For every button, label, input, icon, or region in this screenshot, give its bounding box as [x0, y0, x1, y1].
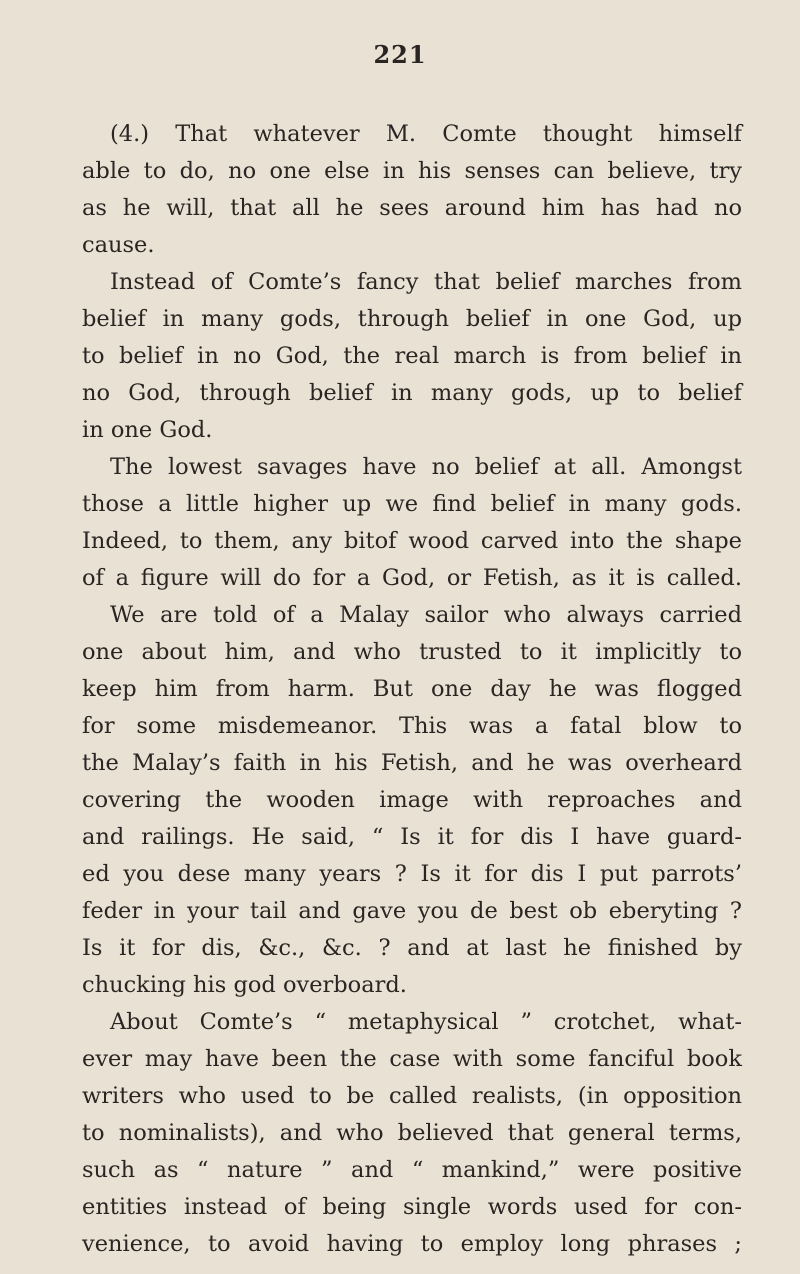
- text-line: the Malay’s faith in his Fetish, and he was overheard: [82, 750, 742, 776]
- body-text: [82, 116, 742, 1263]
- text-line: cause.: [82, 232, 155, 258]
- text-line: Is it for dis, &c., &c. ? and at last he finished by: [82, 935, 742, 961]
- text-line: writers who used to be called realists, (in opposition: [82, 1083, 742, 1109]
- text-line: The lowest savages have no belief at all. Amongst: [110, 454, 742, 480]
- text-line: We are told of a Malay sailor who always carried: [110, 602, 742, 628]
- text-line: keep him from harm. But one day he was flogged: [82, 676, 742, 702]
- text-line: one about him, and who trusted to it implicitly to: [82, 639, 742, 665]
- text-line: belief in many gods, through belief in one God, up: [82, 306, 742, 332]
- text-line: able to do, no one else in his senses can believe, try: [82, 158, 742, 184]
- text-line: no God, through belief in many gods, up to belief: [82, 380, 742, 406]
- text-line: as he will, that all he sees around him has had no: [82, 195, 742, 221]
- text-line: for some misdemeanor. This was a fatal blow to: [82, 713, 742, 739]
- text-line: chucking his god overboard.: [82, 972, 407, 998]
- text-line: (4.) That whatever M. Comte thought himself: [110, 121, 742, 147]
- text-line: Instead of Comte’s fancy that belief marches from: [110, 269, 742, 295]
- text-line: Indeed, to them, any bitof wood carved into the shape: [82, 528, 742, 554]
- text-line: to nominalists), and who believed that general terms,: [82, 1120, 742, 1146]
- text-line: About Comte’s “ metaphysical ” crotchet, what-: [110, 1009, 742, 1035]
- page-number: 221: [373, 40, 427, 69]
- text-line: to belief in no God, the real march is from belief in: [82, 343, 742, 369]
- text-line: those a little higher up we find belief in many gods.: [82, 491, 742, 517]
- text-line: venience, to avoid having to employ long phrases ;: [82, 1231, 742, 1257]
- text-line: ever may have been the case with some fanciful book: [82, 1046, 742, 1072]
- text-line: such as “ nature ” and “ mankind,” were positive: [82, 1157, 742, 1183]
- text-line: ed you dese many years ? Is it for dis I put parrots’: [82, 861, 742, 887]
- text-line: covering the wooden image with reproaches and: [82, 787, 742, 813]
- text-line: in one God.: [82, 417, 213, 443]
- text-line: entities instead of being single words used for con-: [82, 1194, 742, 1220]
- text-line: of a figure will do for a God, or Fetish, as it is called.: [82, 565, 742, 591]
- text-line: feder in your tail and gave you de best ob eberyting ?: [82, 898, 742, 924]
- text-line: and railings. He said, “ Is it for dis I have guard-: [82, 824, 742, 850]
